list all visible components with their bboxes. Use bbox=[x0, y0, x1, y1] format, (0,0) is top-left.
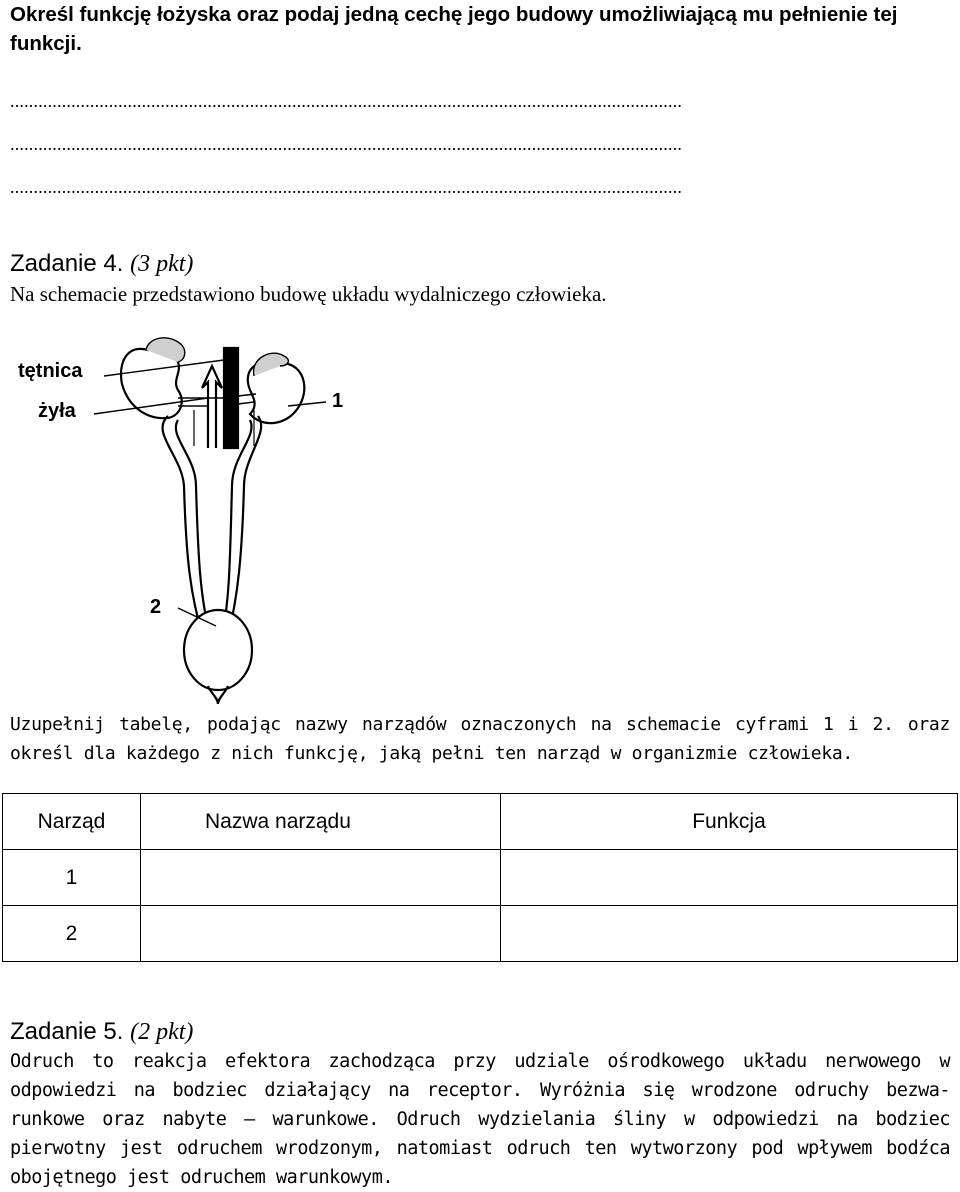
header-function: Funkcja bbox=[501, 794, 958, 850]
task4-title: Zadanie 4. bbox=[10, 250, 124, 277]
header-organ: Narząd bbox=[3, 794, 141, 850]
answer-line[interactable]: ............................................................................................................................................... bbox=[10, 178, 683, 196]
urinary-system-diagram bbox=[18, 336, 358, 708]
question-text: Określ funkcję łożyska oraz podaj jedną cechę jego budowy umożliwiającą mu pełnienie tej funkcji. bbox=[10, 3, 898, 55]
label-artery: tętnica bbox=[18, 360, 83, 382]
organ-function-cell[interactable] bbox=[501, 850, 958, 906]
organ-name-cell[interactable] bbox=[141, 906, 501, 962]
organ-name-cell[interactable] bbox=[141, 850, 501, 906]
organ-number: 1 bbox=[3, 850, 141, 906]
task5-points: (2 pkt) bbox=[130, 1019, 194, 1045]
answer-line[interactable]: ............................................................................................................................................... bbox=[10, 135, 683, 153]
task4-intro: Na schemacie przedstawiono budowę układu wydalniczego człowieka. bbox=[10, 282, 607, 306]
table-header-row bbox=[3, 794, 958, 850]
label-2: 2 bbox=[150, 596, 162, 618]
task5-heading bbox=[10, 1018, 193, 1046]
task4-heading bbox=[10, 250, 193, 278]
task4-points: (3 pkt) bbox=[130, 251, 194, 277]
urinary-system-drawing bbox=[18, 336, 358, 708]
table-row bbox=[3, 850, 958, 906]
table-row bbox=[3, 906, 958, 962]
answer-line[interactable]: ............................................................................................................................................... bbox=[10, 92, 683, 110]
organ-number: 2 bbox=[3, 906, 141, 962]
task5-text: Odruch to reakcja efektora zachodząca przy udziale ośrodkowego układu nerwowego w odpowiedzi na bodziec działający na receptor. Wyróżnia się wrodzone odruchy bezwa-runkowe oraz nabyte – warunkowe. Odruch wydzielania śliny w odpowiedzi na bodziec pierwotny jest odruchem wrodzonym, natomiast odruch ten wytworzony pod wpływem bodźca obojętnego jest odruchem warunkowym. bbox=[10, 1051, 950, 1188]
task5-title: Zadanie 5. bbox=[10, 1018, 124, 1045]
label-vein: żyła bbox=[38, 400, 76, 422]
header-organ-name: Nazwa narządu bbox=[141, 794, 501, 850]
organ-table bbox=[2, 793, 958, 962]
task4-instruction: Uzupełnij tabelę, podając nazwy narządów oznaczonych na schemacie cyframi 1 i 2. oraz określ dla każdego z nich funkcję, jaką pełni ten narząd w organizmie człowieka. bbox=[10, 714, 950, 764]
organ-function-cell[interactable] bbox=[501, 906, 958, 962]
label-1: 1 bbox=[332, 390, 344, 412]
